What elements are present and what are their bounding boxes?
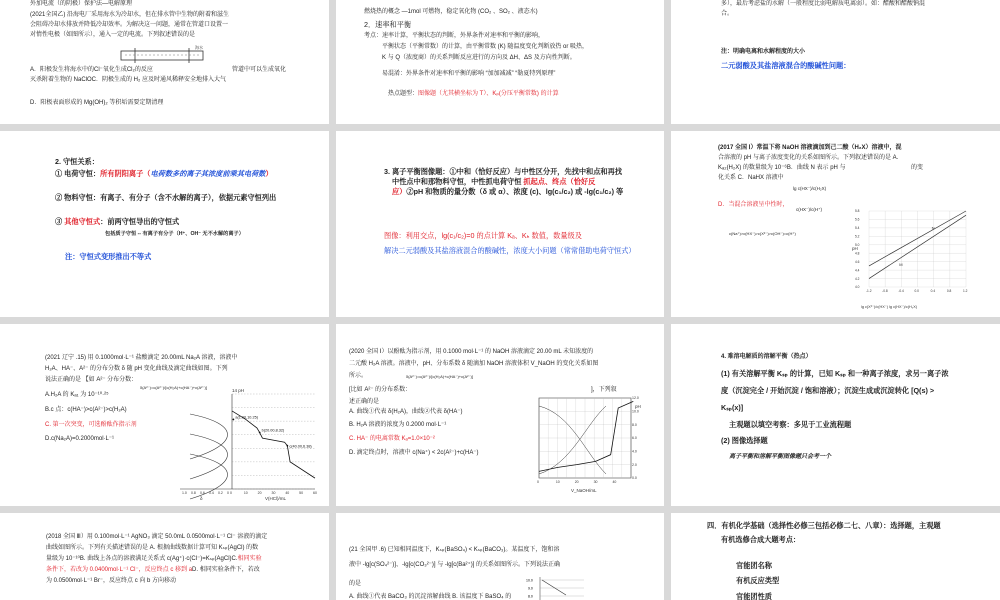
diagram-label: 海水: [195, 45, 203, 50]
label: 应）: [392, 187, 407, 196]
distribution-curve: [190, 414, 228, 459]
note: 注：守恒式变形推出不等式: [65, 252, 152, 261]
y-tick-label: 6.0: [632, 436, 637, 441]
y-tick-label: 4.0: [632, 449, 637, 454]
text-line: 的变: [911, 165, 924, 171]
point-label: a(1.00,10.25): [235, 415, 258, 420]
tick-label: 10.0: [526, 578, 533, 583]
text-line: 合。: [721, 11, 734, 17]
section-heading: 2．速率和平衡: [364, 20, 412, 29]
text-line: 有机选修合成大题考点：: [721, 535, 801, 544]
text-line: 述正确的是: [349, 399, 380, 405]
slide-thumbnail-1[interactable]: [0, 0, 329, 124]
label: 电荷数多的离子其浓度前乘其电荷数: [150, 169, 266, 178]
x-tick-label: 50: [299, 491, 304, 495]
y-tick-label: 8.0: [632, 422, 637, 427]
option-a-cont: 管道中可以生成氧化: [232, 67, 287, 73]
slide-thumbnail-10[interactable]: [0, 513, 329, 600]
option-d: D. 滴定终点时，溶液中 c(Na⁺) < 2c(A²⁻)+c(HA⁻): [349, 450, 479, 456]
data-point: [259, 432, 261, 434]
text-line: 为 0.0500mol·L⁻¹ Br⁻，反应终点 c 向 b 方向移动: [46, 578, 177, 584]
option-a: A．阳极发生将海水中的Cl⁻氧化生成Cl₂的反应: [30, 67, 153, 73]
section-heading: 四．有机化学基础（选择性必修三包括必修二七、八章）：选择题，主观题: [707, 521, 941, 530]
text-line: 的是: [349, 581, 362, 587]
text-line: 化关系 C．NaHX 溶液中: [718, 175, 784, 181]
text-line: 易混淆：外界条件对速率和平衡的影响 “加加减减” “勒夏特列原理”: [382, 71, 556, 77]
text-line: 考点：速率计算，平衡状态的判断，外界条件对速率和平衡的影响，: [364, 33, 545, 39]
text-line: 燃烧热的概念 —1mol 可燃物，稳定氧化物 (CO₂ 、SO₂ 、液态水): [364, 9, 538, 15]
text-line: ]，下列叙: [591, 387, 617, 393]
ksp-chart: [526, 575, 586, 600]
text-line: 多），最后考虑盐的水解（一般程度比弱电解质电离弱）。如：醋酸和醋酸钠混: [721, 1, 926, 7]
y-tick-label: 4.2: [855, 276, 860, 281]
label: ① 电荷守恒：: [55, 169, 101, 178]
delta-axis-label: δ: [200, 496, 203, 501]
option-b: B.c 点：c(HA⁻)>c(A²⁻)>c(H₂A): [45, 407, 127, 413]
titration-chart: [170, 384, 320, 502]
list-item: 官能团名称: [736, 561, 772, 570]
slide-thumbnail-9[interactable]: [671, 324, 1000, 506]
delta-tick-label: 0.6: [200, 491, 205, 495]
x-tick-label: -1.2: [866, 289, 872, 293]
y-tick-label: 4.0: [855, 285, 860, 290]
y-axis-label: 14 pH: [232, 388, 245, 393]
text-line: [46, 566, 260, 575]
x-tick-label: 0: [537, 480, 539, 484]
note: 注：明确电离和水解程度的大小: [721, 49, 806, 55]
text-line: [46, 555, 262, 564]
section-heading: 2. 守恒关系：: [55, 157, 99, 166]
y-tick-label: 2.0: [632, 462, 637, 467]
x-tick-label: 10: [243, 491, 248, 495]
fraction-label: c(HX⁻)/c(H⁺): [796, 207, 822, 212]
x-axis-label: V_NaOH/mL: [571, 488, 597, 493]
text-line: 离子平衡和溶解平衡图像题只会考一个: [729, 454, 832, 460]
option-d: D．当混合溶液呈中性时，: [718, 202, 789, 208]
option-d: D.c(Na₂A)=0.2000mol·L⁻¹: [45, 436, 115, 442]
list-item: 官能团性质: [736, 592, 772, 600]
data-point: [286, 445, 288, 447]
text-line: (2021全国乙) 沿海电厂采用海水为冷却水，但在排水管中生物的附着和滋生: [30, 12, 230, 18]
material-conservation: ② 物料守恒：有离子、有分子（含不水解的离子），依据元素守恒列出: [55, 193, 277, 202]
label: ）: [265, 169, 273, 178]
delta-tick-label: 0.8: [191, 491, 196, 495]
titration-chart: [531, 394, 651, 494]
delta-tick-label: 0.4: [209, 491, 214, 495]
text-line: (2021 辽宁 .15) 用 0.1000mol·L⁻¹ 盐酸滴定 20.00mL Na₂A 溶液，溶液中: [45, 355, 238, 361]
x-axis-label: lg c(X²⁻)/c(HX⁻) lg c(HX⁻)/c(H₂X): [861, 305, 918, 309]
text-line: [388, 90, 559, 99]
text-line: 液中 -lg[c(SO₄²⁻)]、-lg[c(CO₃²⁻)] 与 -lg[c(Ba²⁺)] 的关系如图所示。下列说法正确: [349, 562, 561, 568]
slide-thumbnail-2[interactable]: [336, 0, 664, 124]
formula: δ(A²⁻)=c(A²⁻)/[c(H₂A)+c(HA⁻)+c(A²⁻)]: [140, 385, 207, 390]
y-tick-label: 4.4: [855, 268, 860, 273]
hot-topics: 图像题（尤其横坐标为 T）、Kₚ(分压平衡常数) 的计算: [418, 91, 559, 97]
x-tick-label: 20: [574, 480, 579, 484]
list-item: 有机反应类型: [736, 576, 780, 585]
text-line: 主观题以填空考察：多见于工业流程题: [729, 420, 852, 429]
x-tick-label: 40: [285, 491, 290, 495]
slide-thumbnail-12[interactable]: [671, 513, 1000, 600]
y-tick-label: 10.0: [632, 409, 639, 414]
text-line: (2) 图像选择题: [721, 436, 768, 445]
text-line: 解决二元弱酸及其盐溶液混合的酸碱性，浓度大小问题（常常借助电荷守恒式）: [384, 246, 636, 255]
option-d: D．阳极表面形成的 Mg(OH)₂ 等积垢需要定期清理: [30, 100, 164, 106]
y-axis-label: pH: [635, 404, 641, 409]
text-line: (2020 全国 Ⅰ）以酚酞为指示剂，用 0.1000 mol·L⁻¹ 的 NaOH 溶液滴定 20.00 mL 未知浓度的: [349, 349, 594, 355]
section-heading: 4. 难溶电解质的溶解平衡（热点）: [721, 354, 812, 360]
text-line: (1) 有关溶解平衡 Kₛₚ 的计算，已知 Kₛₚ 和一种离子浓度，求另一离子浓: [721, 369, 949, 378]
x-tick-label: 30: [593, 480, 598, 484]
label: 条件下，若改为 0.0400mol·L⁻¹ Cl⁻，反应终点 c 移到 a: [46, 567, 193, 573]
x-tick-label: 0.8: [946, 289, 952, 293]
option-c: C. HA⁻ 的电离常数 Kₐ=1.0×10⁻²: [349, 436, 435, 442]
delta-tick-label: 0: [227, 491, 229, 495]
distribution-curve: [539, 406, 606, 474]
other-conservation: [55, 217, 179, 227]
formula: δ(A²⁻)=c(A²⁻)/[c(H₂A)+c(HA⁻)+c(A²⁻)]: [406, 374, 473, 379]
delta-tick-label: 1.0: [182, 491, 187, 495]
y-axis-label: pH: [852, 246, 858, 251]
label: 其他守恒式: [64, 217, 101, 226]
text-line: 说法正确的是 【如 A²⁻ 分布分数：: [45, 377, 138, 383]
slide-thumbnail-7[interactable]: [0, 324, 329, 506]
text-line: 3. 离子平衡图像题：①中和（恰好反应）与中性区分开，先找中和点和再找: [384, 167, 622, 176]
y-tick-label: 5.8: [855, 209, 860, 214]
option-a: A. 曲线①代表 δ(H₂A)，曲线②代表 δ(HA⁻): [349, 409, 463, 415]
label: 抓起点、终点（恰好反: [523, 177, 596, 186]
y-tick-label: 5.2: [855, 234, 860, 239]
fraction-label: lg c(HX⁻)/c(H₂X): [793, 186, 827, 191]
x-tick-label: 1.2: [963, 289, 968, 293]
text-line: A. 曲线①代表 BaCO₃ 的沉淀溶解曲线 B. 该温度下 BaSO₄ 的: [349, 594, 512, 600]
tick-label: 9.0: [528, 586, 533, 591]
point-label: b(20.00,8.32): [261, 428, 285, 433]
y-tick-label: 0.0: [632, 476, 637, 481]
label: ②pH 和物质的量分数（δ 或 α）、浓度 (c)、lg(c₁/c₂) 或 -lg(c₁/c₂) 等: [406, 187, 624, 196]
text-line: [比如 A²⁻ 的分布系数：: [349, 387, 412, 393]
text-line: 合溶液的 pH 与离子浓度变化的关系如图所示。下列叙述错误的是 A．: [718, 155, 903, 161]
text-line: 对惰性电极（如图所示），通入一定的电流。下列叙述错误的是: [30, 32, 196, 38]
x-tick-label: -0.4: [898, 289, 904, 293]
option-a: A.H₂A 的 Kₐ₁ 为 10⁻¹⁰·²⁵: [45, 392, 109, 398]
text-line: K 与 Q（浓度商）的关系判断反应进行的方向及 ΔH、ΔS 及方向性判断。: [382, 55, 576, 61]
text-line: Kₐ₂(H₂X) 的数量级为 10⁻⁶B．曲线 N 表示 pH 与: [718, 165, 846, 171]
charge-conservation: [55, 169, 273, 179]
pipe-electrode-diagram: [115, 44, 210, 66]
series-label: N: [931, 225, 935, 231]
label: 量级为 10⁻¹⁰B. 曲线上各点的溶液满足关系式 c(Ag⁺)·c(Cl⁻)=Kₛₚ(AgCl)C.: [46, 556, 238, 562]
x-tick-label: 20: [257, 491, 262, 495]
option-c: C. 第一次突变，可选酚酞作指示剂: [45, 422, 137, 428]
slide-thumbnail-5[interactable]: [336, 131, 664, 317]
text-line: (2018 全国 Ⅲ）用 0.100mol·L⁻¹ AgNO₃ 滴定 50.0mL 0.0500mol·L⁻¹ Cl⁻ 溶液的滴定: [46, 534, 268, 540]
proton-conservation: 包括质子守恒 -- 有离子有分子（H⁺、OH⁻ 无不水解的离子）: [105, 231, 244, 237]
label: ：前两守恒导出的守恒式: [100, 217, 180, 226]
x-tick-label: -0.8: [882, 289, 888, 293]
slide-heading: 二元弱酸及其盐溶液混合的酸碱性问题：: [721, 61, 851, 70]
text-line: 平衡状态（平衡常数）的计算，由平衡常数 (K) 随温度变化判断放热 or 吸热，: [382, 44, 589, 50]
slide-thumbnail-8[interactable]: [336, 324, 664, 506]
data-point: [232, 419, 234, 421]
slide-thumbnail-4[interactable]: [0, 131, 329, 317]
x-tick-label: 0.4: [930, 289, 936, 293]
x-tick-label: 60: [313, 491, 317, 495]
label: 所有阴阳离子（: [100, 169, 151, 178]
text-line: [392, 177, 595, 187]
label: 相同实验: [237, 556, 262, 562]
y-tick-label: 5.6: [855, 217, 860, 222]
text-line: 二元酸 H₂A 溶液。溶液中，pH、分布系数 δ 随滴加 NaOH 溶液体积 V_NaOH 的变化关系如图: [349, 361, 599, 367]
slide-thumbnail-6[interactable]: [671, 131, 1000, 317]
text-line: (21 全国甲 .6) 已知相同温度下，Kₛₚ(BaSO₄) < Kₛₚ(BaCO₃)。某温度下，饱和溶: [349, 547, 560, 553]
text-line: 图像：利用交点，lg(c₁/c₂)=0 的点计算 Kₐ、Kₕ 数值，数量级及: [384, 231, 582, 240]
point-label: c(40.00,6.38): [289, 444, 312, 449]
series-label: M: [899, 262, 903, 268]
text-line: 会阻碍冷却水排放并降低冷却效率。为解决这一问题，通常在管道口设置一: [30, 22, 229, 28]
y-tick-label: 4.8: [855, 251, 860, 256]
y-tick-label: 5.0: [855, 242, 860, 247]
y-tick-label: 5.4: [855, 226, 860, 231]
hot-label: 热点题型：: [388, 91, 419, 97]
text-line: (2017 全国 Ⅰ）常温下将 NaOH 溶液滴加到己二酸（H₂X）溶液中，混: [718, 145, 902, 151]
text-line: 度（沉淀完全 / 开始沉淀 / 饱和溶液）；沉淀生成或沉淀转化 [Q(s) >: [721, 386, 935, 395]
label: 中性点中和那物料守恒，中性抓电荷守恒: [392, 177, 524, 186]
distribution-curve: [190, 434, 228, 479]
inequality: c(Na⁺)>c(HX⁻)>c(X²⁻)>c(OH⁻)=c(H⁺): [729, 231, 796, 236]
slide-thumbnail-3[interactable]: [671, 0, 1000, 124]
option-b: B. H₂A 溶液的浓度为 0.2000 mol·L⁻¹: [349, 422, 447, 428]
y-tick-label: 12.0: [632, 396, 639, 401]
delta-tick-label: 0.2: [218, 491, 223, 495]
text-line: Kₛₚ(x)]: [721, 403, 744, 412]
text-line: 所示。: [349, 373, 368, 379]
x-tick-label: 40: [612, 480, 617, 484]
label: ③: [55, 217, 65, 226]
y-tick-label: 4.6: [855, 259, 860, 264]
tick-label: 8.0: [528, 594, 533, 599]
ph-line-chart: [851, 205, 971, 310]
x-axis-label: V(HCl)/mL: [265, 496, 286, 501]
x-tick-label: 30: [271, 491, 276, 495]
text-line: [392, 187, 623, 197]
text-line: 曲线如图所示。下列有关描述错误的是 A. 根据曲线数据计算可知 Kₛₚ(AgCl) 的数: [46, 545, 259, 551]
x-tick-label: 0: [230, 491, 232, 495]
option-bc: 灭杀附着生物的 NaClOC．阴极生成的 H₂ 应及时通风稀释安全地排入大气: [30, 77, 227, 83]
x-tick-label: 0.0: [914, 289, 919, 293]
slide-thumbnail-11[interactable]: [336, 513, 664, 600]
distribution-curve: [539, 406, 606, 474]
x-tick-label: 10: [555, 480, 560, 484]
text-line: H₂A、HA⁻、A²⁻ 的分布分数 δ 随 pH 变化曲线及滴定曲线如图。下列: [45, 366, 228, 372]
text-line: 外加电流（的阴极）保护法—电解原理: [30, 1, 133, 7]
label: D. 相同实验条件下，若改: [192, 567, 260, 573]
